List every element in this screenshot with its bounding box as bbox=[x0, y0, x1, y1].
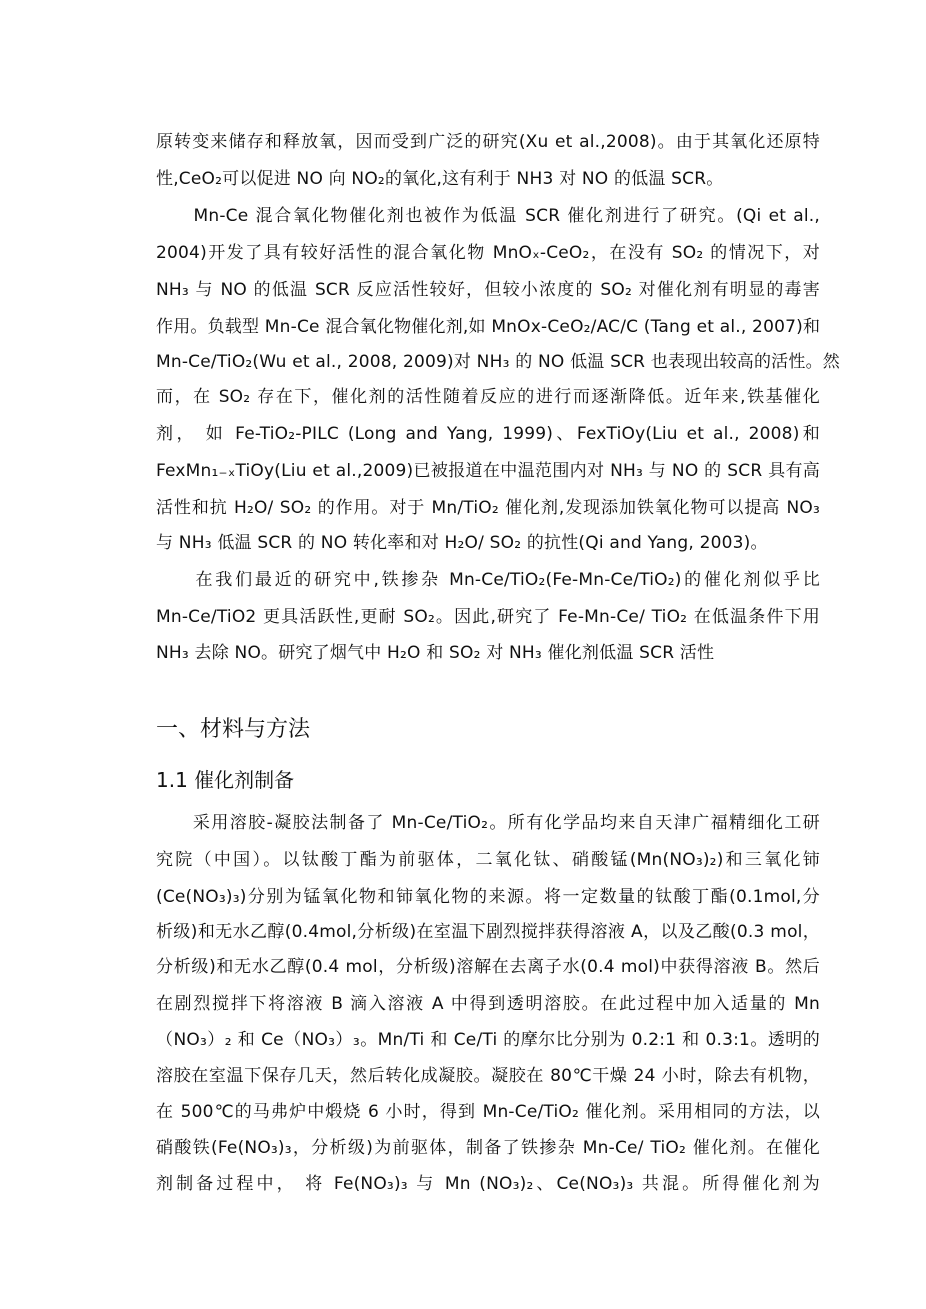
body-text-line: 原转变来储存和释放氧，因而受到广泛的研究(Xu et al.,2008)。由于其氧化还原特 bbox=[156, 132, 820, 152]
body-text-line: 究院（中国）。以钛酸丁酯为前驱体，二氧化钛、硝酸锰(Mn(NO₃)₂)和三氧化铈 bbox=[156, 850, 820, 870]
body-text-line: (Ce(NO₃)₃)分别为锰氧化物和铈氧化物的来源。将一定数量的钛酸丁酯(0.1mol,分 bbox=[156, 887, 820, 907]
body-text-line: 析级)和无水乙醇(0.4mol,分析级)在室温下剧烈搅拌获得溶液 A，以及乙酸(0.3 mol， bbox=[156, 922, 820, 942]
body-text-line: 与 NH₃ 低温 SCR 的 NO 转化率和对 H₂O/ SO₂ 的抗性(Qi and Yang, 2003)。 bbox=[156, 533, 768, 553]
subsection-heading: 1.1 催化剂制备 bbox=[156, 768, 295, 792]
body-text-line: 剂制备过程中， 将 Fe(NO₃)₃ 与 Mn (NO₃)₂、Ce(NO₃)₃ 共混。所得催化剂为 bbox=[156, 1174, 820, 1194]
body-text-line: 溶胶在室温下保存几天，然后转化成凝胶。凝胶在 80℃干燥 24 小时，除去有机物， bbox=[156, 1066, 820, 1086]
body-text-line: 在剧烈搅拌下将溶液 B 滴入溶液 A 中得到透明溶胶。在此过程中加入适量的 Mn bbox=[156, 994, 820, 1014]
body-text-line: 而，在 SO₂ 存在下，催化剂的活性随着反应的进行而逐渐降低。近年来,铁基催化 bbox=[156, 387, 820, 407]
body-text-line: FexMn₁₋ₓTiOy(Liu et al.,2009)已被报道在中温范围内对 NH₃ 与 NO 的 SCR 具有高 bbox=[156, 461, 820, 481]
body-text-line: 分析级)和无水乙醇(0.4 mol，分析级)溶解在去离子水(0.4 mol)中获得溶液 B。然后 bbox=[156, 957, 820, 977]
body-text-line: 性,CeO₂可以促进 NO 向 NO₂的氧化,这有利于 NH3 对 NO 的低温 SCR。 bbox=[156, 169, 724, 189]
body-text-line: 在我们最近的研究中,铁掺杂 Mn-Ce/TiO₂(Fe-Mn-Ce/TiO₂)的催化剂似乎比 bbox=[156, 570, 820, 590]
section-heading: 一、材料与方法 bbox=[156, 717, 311, 742]
body-text-line: NH₃ 去除 NO。研究了烟气中 H₂O 和 SO₂ 对 NH₃ 催化剂低温 SCR 活性 bbox=[156, 643, 715, 663]
body-text-line: NH₃ 与 NO 的低温 SCR 反应活性较好，但较小浓度的 SO₂ 对催化剂有明显的毒害 bbox=[156, 280, 820, 300]
body-text-line: Mn-Ce 混合氧化物催化剂也被作为低温 SCR 催化剂进行了研究。(Qi et al., bbox=[156, 206, 820, 226]
body-text-line: 作用。负载型 Mn-Ce 混合氧化物催化剂,如 MnOx-CeO₂/AC/C (Tang et al., 2007)和 bbox=[156, 317, 821, 337]
body-text-line: Mn-Ce/TiO2 更具活跃性,更耐 SO₂。因此,研究了 Fe-Mn-Ce/ TiO₂ 在低温条件下用 bbox=[156, 607, 820, 627]
body-text-line: 采用溶胶-凝胶法制备了 Mn-Ce/TiO₂。所有化学品均来自天津广福精细化工研 bbox=[156, 813, 820, 833]
body-text-line: 活性和抗 H₂O/ SO₂ 的作用。对于 Mn/TiO₂ 催化剂,发现添加铁氧化物可以提高 NO₃ bbox=[156, 498, 820, 518]
body-text-line: 剂， 如 Fe-TiO₂-PILC (Long and Yang, 1999)、FexTiOy(Liu et al., 2008)和 bbox=[156, 424, 820, 444]
body-text-line: 硝酸铁(Fe(NO₃)₃，分析级)为前驱体，制备了铁掺杂 Mn-Ce/ TiO₂ 催化剂。在催化 bbox=[156, 1138, 820, 1158]
body-text-line: Mn-Ce/TiO₂(Wu et al., 2008, 2009)对 NH₃ 的 NO 低温 SCR 也表现出较高的活性。然 bbox=[156, 352, 840, 372]
body-text-line: （NO₃）₂ 和 Ce（NO₃）₃。Mn/Ti 和 Ce/Ti 的摩尔比分别为 0.2:1 和 0.3:1。透明的 bbox=[156, 1030, 820, 1050]
body-text-line: 在 500℃的马弗炉中煅烧 6 小时，得到 Mn-Ce/TiO₂ 催化剂。采用相同的方法，以 bbox=[156, 1102, 820, 1122]
body-text-line: 2004)开发了具有较好活性的混合氧化物 MnOₓ-CeO₂，在没有 SO₂ 的情况下，对 bbox=[156, 243, 820, 263]
